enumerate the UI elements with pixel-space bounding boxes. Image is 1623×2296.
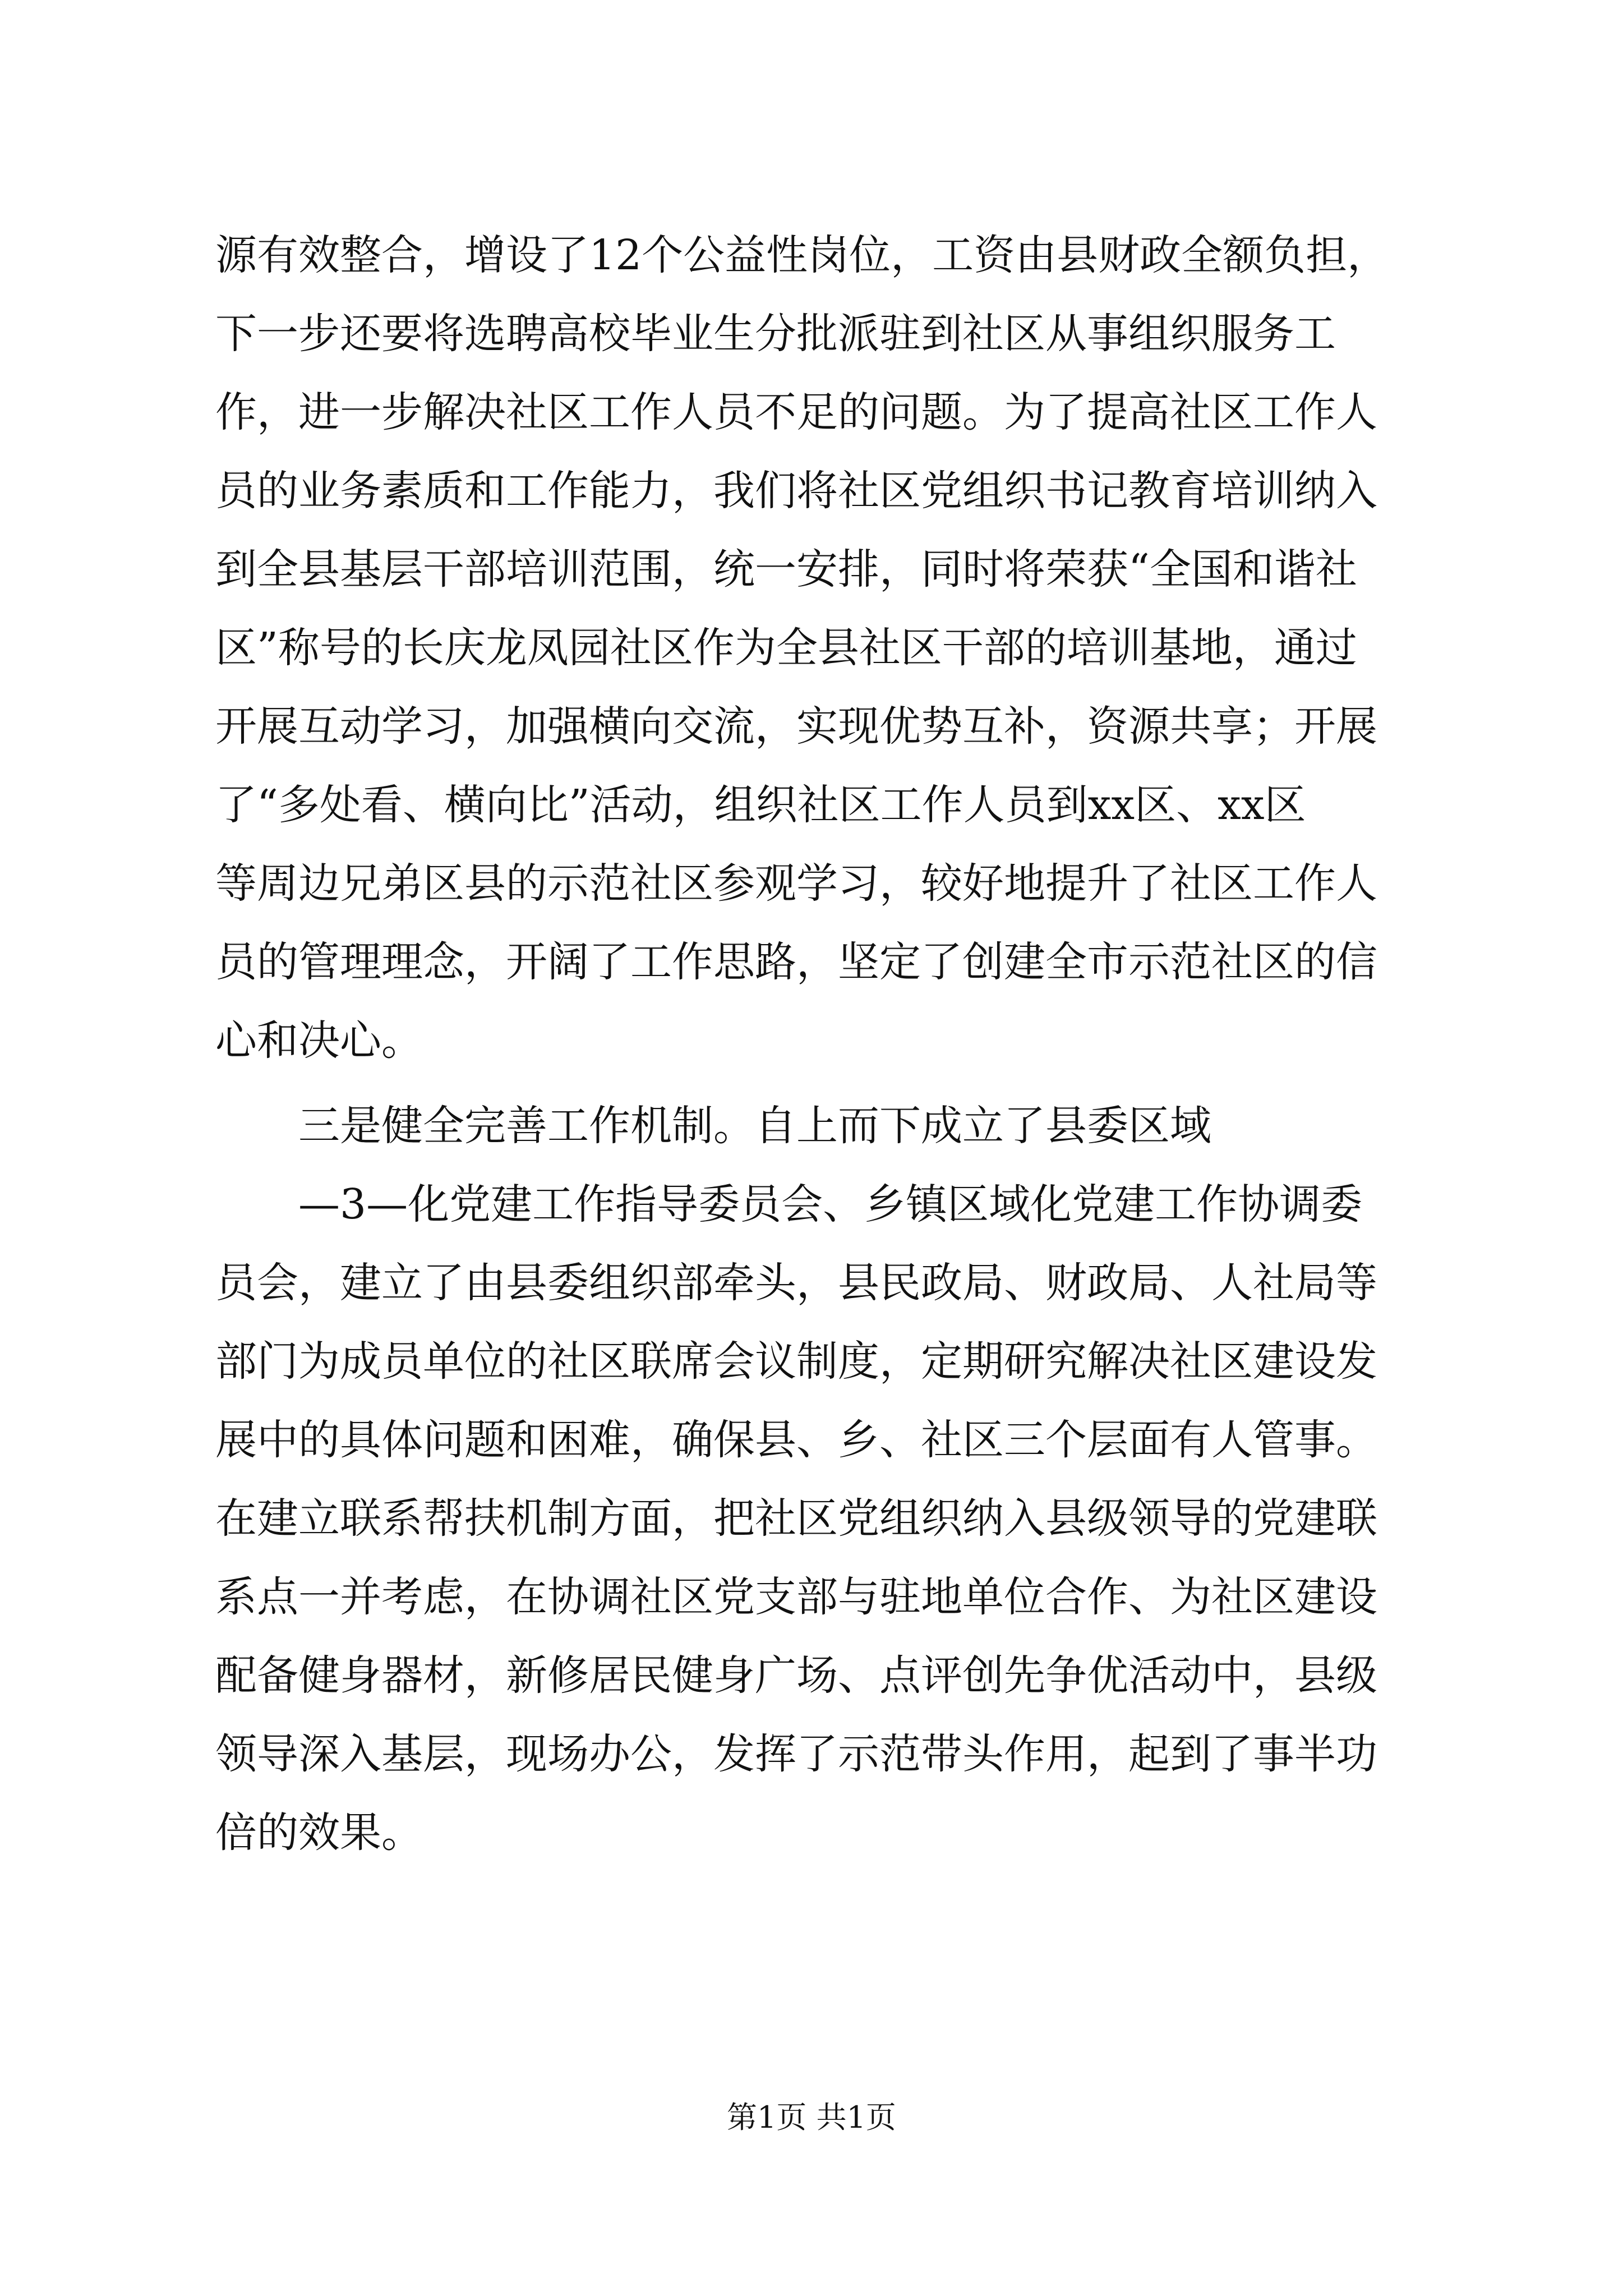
text-line: 区”称号的长庆龙凤园社区作为全县社区干部的培训基地，通过 [215,624,1357,672]
page-footer: 第1页 共1页 [727,2100,896,2135]
text-line: 源有效整合，增设了12个公益性岗位，工资由县财政全额负担， [215,231,1389,279]
text-line: 展中的具体问题和困难，确保县、乡、社区三个层面有人管事。 [215,1416,1377,1464]
text-line: 系点一并考虑，在协调社区党支部与驻地单位合作、为社区建设 [215,1573,1377,1621]
text-line: 员的业务素质和工作能力，我们将社区党组织书记教育培训纳入 [215,467,1377,515]
text-line: —3—化党建工作指导委员会、乡镇区域化党建工作协调委 [298,1180,1363,1228]
text-line: 下一步还要将选聘高校毕业生分批派驻到社区从事组织服务工 [215,310,1336,358]
text-line: 配备健身器材，新修居民健身广场、点评创先争优活动中，县级 [215,1651,1377,1700]
text-line: 开展互动学习，加强横向交流，实现优势互补，资源共享；开展 [215,702,1377,751]
text-line: 员的管理理念，开阔了工作思路，坚定了创建全市示范社区的信 [215,938,1377,986]
paragraph-start-line: 三是健全完善工作机制。自上而下成立了县委区域 [298,1102,1211,1150]
text-line: 部门为成员单位的社区联席会议制度，定期研究解决社区建设发 [215,1337,1377,1386]
text-line: 到全县基层干部培训范围，统一安排，同时将荣获“全国和谐社 [215,545,1357,593]
text-line: 员会，建立了由县委组织部牵头，县民政局、财政局、人社局等 [215,1259,1377,1307]
text-line: 了“多处看、横向比”活动，组织社区工作人员到xx区、xx区 [215,781,1306,829]
text-line: 作，进一步解决社区工作人员不足的问题。为了提高社区工作人 [215,388,1377,436]
text-line: 倍的效果。 [215,1809,423,1857]
document-body [215,216,1415,1872]
text-line: 等周边兄弟区县的示范社区参观学习，较好地提升了社区工作人 [215,859,1377,908]
text-line: 心和决心。 [215,1016,423,1065]
text-line: 在建立联系帮扶机制方面，把社区党组织纳入县级领导的党建联 [215,1494,1377,1543]
text-line: 领导深入基层，现场办公，发挥了示范带头作用，起到了事半功 [215,1730,1377,1778]
